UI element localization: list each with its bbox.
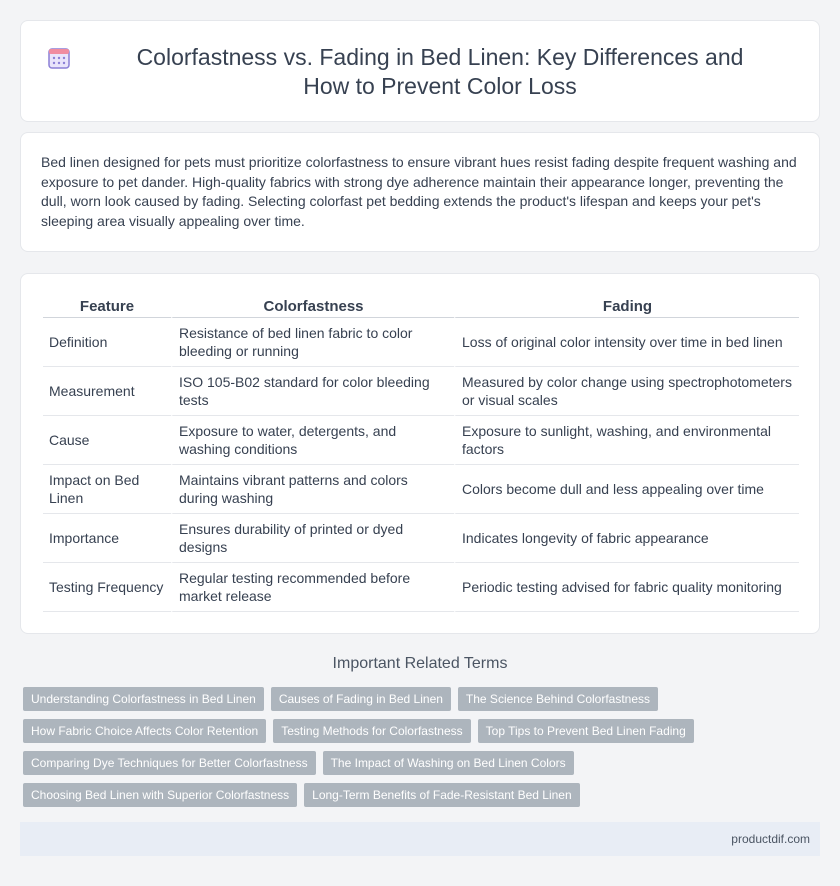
table-cell: Exposure to water, detergents, and washing conditions [171, 416, 454, 465]
intro-paragraph: Bed linen designed for pets must prioritize colorfastness to ensure vibrant hues resist fading despite frequent washing and exposure to pet dander. High-quality fabrics with strong dye adherence maintain their appearance longer, preventing the dull, worn look caused by fading. Selecting colorfast pet bedding extends the product's lifespan and keeps your pet's sleeping area visually appealing over time. [41, 154, 797, 229]
table-cell: Regular testing recommended before market release [171, 563, 454, 612]
header-card [20, 20, 820, 122]
table-cell: Measurement [43, 367, 171, 416]
table-cell: Impact on Bed Linen [43, 465, 171, 514]
tag-row [23, 687, 803, 711]
table-cell: Resistance of bed linen fabric to color bleeding or running [171, 318, 454, 367]
related-term-tag[interactable]: Top Tips to Prevent Bed Linen Fading [478, 719, 694, 743]
related-term-tag[interactable]: Comparing Dye Techniques for Better Colorfastness [23, 751, 316, 775]
tag-row [23, 751, 803, 775]
related-term-tag[interactable]: Testing Methods for Colorfastness [273, 719, 470, 743]
table-cell: ISO 105-B02 standard for color bleeding tests [171, 367, 454, 416]
comparison-table-card [20, 273, 820, 634]
table-cell: Testing Frequency [43, 563, 171, 612]
table-cell: Indicates longevity of fabric appearance [454, 514, 799, 563]
related-terms-heading: Important Related Terms [332, 655, 508, 672]
related-term-tag[interactable]: How Fabric Choice Affects Color Retention [23, 719, 266, 743]
table-row [43, 514, 799, 563]
table-cell: Maintains vibrant patterns and colors during washing [171, 465, 454, 514]
related-term-tag[interactable]: Long-Term Benefits of Fade-Resistant Bed Linen [304, 783, 579, 807]
table-row [43, 318, 799, 367]
page-title: Colorfastness vs. Fading in Bed Linen: Key Differences and How to Prevent Color Loss [136, 44, 744, 99]
tag-row [23, 783, 803, 807]
intro-card [20, 132, 820, 252]
table-cell: Colors become dull and less appealing over time [454, 465, 799, 514]
table-row [43, 563, 799, 612]
table-cell: Importance [43, 514, 171, 563]
table-cell: Definition [43, 318, 171, 367]
table-cell: Measured by color change using spectrophotometers or visual scales [454, 367, 799, 416]
related-term-tag[interactable]: Choosing Bed Linen with Superior Colorfastness [23, 783, 297, 807]
table-row [43, 465, 799, 514]
table-row [43, 416, 799, 465]
footer [20, 822, 820, 856]
table-cell: Cause [43, 416, 171, 465]
table-cell: Exposure to sunlight, washing, and environmental factors [454, 416, 799, 465]
table-cell: Ensures durability of printed or dyed designs [171, 514, 454, 563]
related-term-tag[interactable]: Understanding Colorfastness in Bed Linen [23, 687, 264, 711]
table-header-row [43, 294, 799, 318]
table-cell: Loss of original color intensity over time in bed linen [454, 318, 799, 367]
tag-row [23, 719, 803, 743]
related-term-tag[interactable]: The Science Behind Colorfastness [458, 687, 658, 711]
comparison-table [43, 294, 799, 612]
column-header-colorfastness: Colorfastness [171, 294, 454, 318]
related-term-tag[interactable]: Causes of Fading in Bed Linen [271, 687, 451, 711]
table-row [43, 367, 799, 416]
related-term-tag[interactable]: The Impact of Washing on Bed Linen Colors [323, 751, 574, 775]
column-header-feature: Feature [43, 294, 171, 318]
column-header-fading: Fading [454, 294, 799, 318]
footer-brand-link[interactable]: productdif.com [731, 832, 810, 846]
table-cell: Periodic testing advised for fabric quality monitoring [454, 563, 799, 612]
related-terms-list [23, 687, 803, 815]
